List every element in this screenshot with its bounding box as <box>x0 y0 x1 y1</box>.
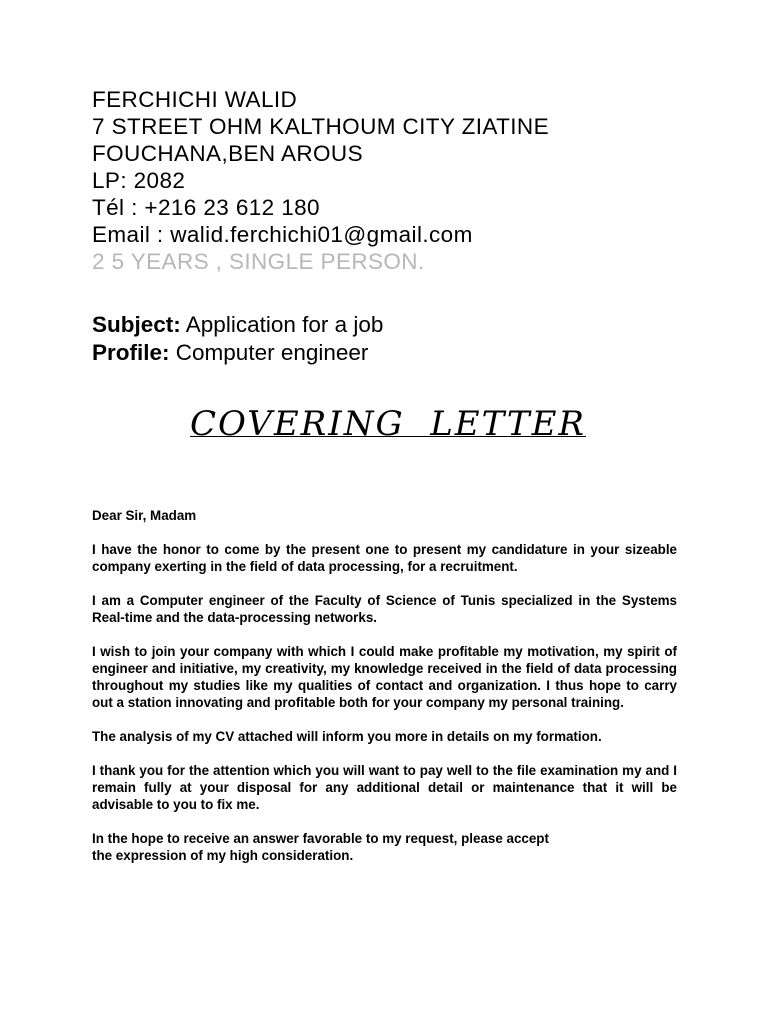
sender-postal-code: LP: 2082 <box>92 168 186 193</box>
sender-address-line1: 7 STREET OHM KALTHOUM CITY ZIATINE <box>92 114 549 139</box>
subject-value: Application for a job <box>185 312 384 337</box>
covering-letter-heading: COVERING LETTER <box>190 404 587 444</box>
sender-email: Email : walid.ferchichi01@gmail.com <box>92 222 473 247</box>
closing-line1: In the hope to receive an answer favorable to my request, please accept <box>92 831 549 846</box>
profile-label: Profile: <box>92 340 170 365</box>
paragraph-cv: The analysis of my CV attached will inform you more in details on my formation. <box>92 729 602 744</box>
letter-meta <box>92 311 712 367</box>
paragraph-motivation: I wish to join your company with which I could make profitable my motivation, my spirit of engineer and initiative, my creativity, my knowledge received in the field of data processing throughout my studies like my qualities of contact and organization. I thus hope to carry out a station innovating and profitable both for your company my personal training. <box>92 644 677 710</box>
sender-block <box>92 86 712 275</box>
sender-name: FERCHICHI WALID <box>92 87 298 112</box>
paragraph-candidature: I have the honor to come by the present one to present my candidature in your sizeable company exerting in the field of data processing, for a recruitment. <box>92 542 677 574</box>
closing-line2: the expression of my high consideration. <box>92 848 354 863</box>
profile-value: Computer engineer <box>175 340 369 365</box>
closing <box>92 830 677 864</box>
sender-address-line2: FOUCHANA,BEN AROUS <box>92 141 363 166</box>
sender-phone: Tél : +216 23 612 180 <box>92 195 320 220</box>
subject-label: Subject: <box>92 312 181 337</box>
paragraph-thanks: I thank you for the attention which you will want to pay well to the file examination my and I remain fully at your disposal for any additional detail or maintenance that it will be advisable to you to fix me. <box>92 763 677 812</box>
sender-age-status: 2 5 YEARS , SINGLE PERSON. <box>92 249 425 274</box>
salutation: Dear Sir, Madam <box>92 508 197 523</box>
paragraph-education: I am a Computer engineer of the Faculty of Science of Tunis specialized in the Systems Real-time and the data-processing networks. <box>92 593 677 625</box>
letter-body <box>92 507 677 881</box>
profile-row <box>92 339 712 367</box>
subject-row <box>92 311 712 339</box>
